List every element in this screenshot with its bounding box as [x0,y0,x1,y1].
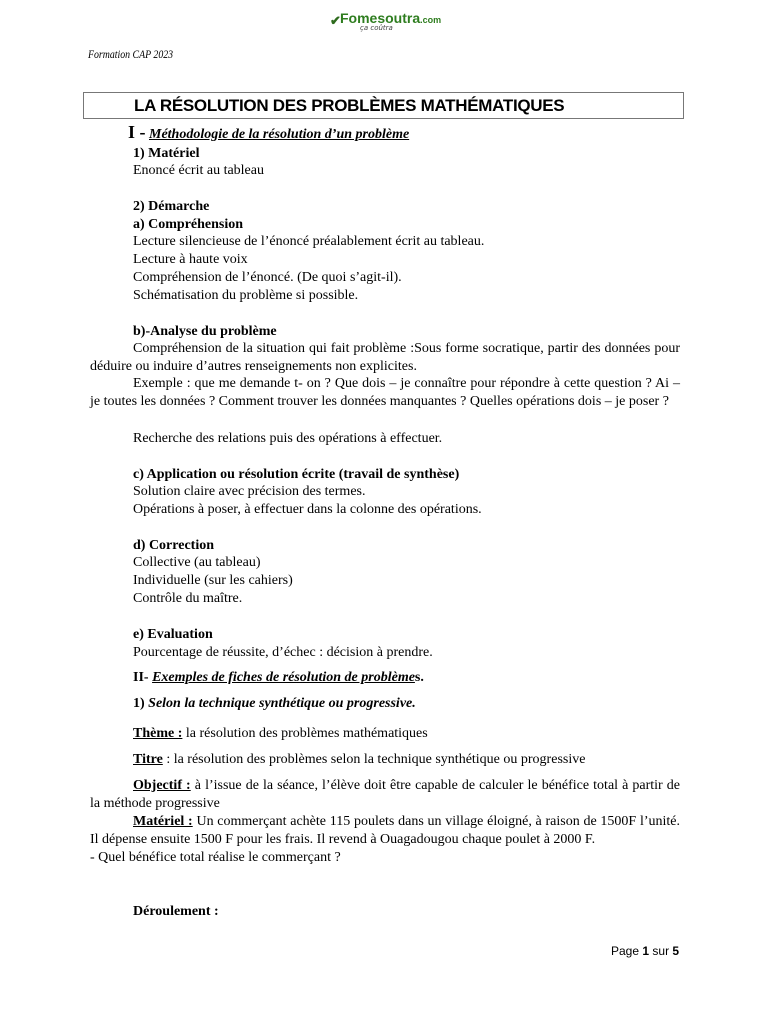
technique-heading: 1) Selon la technique synthétique ou progressive. [133,696,416,711]
demarche-heading: 2) Démarche [133,199,210,214]
materiel-text: Enoncé écrit au tableau [133,163,264,178]
document-title: LA RÉSOLUTION DES PROBLÈMES MATHÉMATIQUES [134,96,565,115]
evaluation-text: Pourcentage de réussite, d’échec : décision à prendre. [133,645,433,660]
logo-tagline: ça coûtra [360,24,393,32]
header-course: Formation CAP 2023 [88,47,174,61]
comprehension-line: Lecture à haute voix [133,252,248,267]
application-heading: c) Application ou résolution écrite (travail de synthèse) [133,467,460,482]
title-box [83,92,684,119]
question-line: - Quel bénéfice total réalise le commerçant ? [90,850,341,865]
section2-heading: II- Exemples de fiches de résolution de problèmes. [133,670,424,685]
correction-heading: d) Correction [133,538,214,553]
site-logo [330,10,440,36]
application-line: Opérations à poser, à effectuer dans la colonne des opérations. [133,502,482,517]
correction-line: Contrôle du maître. [133,591,243,606]
analyse-paragraph: Compréhension de la situation qui fait problème :Sous forme socratique, partir des données pour déduire ou induire d’autres renseignements non explicites. [90,341,680,374]
analyse-heading: b)-Analyse du problème [133,324,277,339]
comprehension-heading: a) Compréhension [133,217,244,232]
comprehension-line: Compréhension de l’énoncé. (De quoi s’agit-il). [133,270,402,285]
materiel-heading: 1) Matériel [133,146,200,161]
comprehension-line: Schématisation du problème si possible. [133,288,359,303]
theme-line: Thème : la résolution des problèmes mathématiques [133,726,428,741]
materiel-paragraph: Matériel : Un commerçant achète 115 poulets dans un village éloigné, à raison de 1500F l’unité. Il dépense ensuite 1500 F pour les frais. Il revend à Ouagadougou chaque poulet à 2000 F. [90,814,680,847]
correction-line: Collective (au tableau) [133,555,261,570]
objectif-paragraph: Objectif : à l’issue de la séance, l’élève doit être capable de calculer le bénéfice total à partir de la méthode progressive [90,778,681,811]
logo-icon: ✔ [330,13,341,28]
page-number: Page 1 sur 5 [611,944,680,958]
application-line: Solution claire avec précision des termes. [133,484,366,499]
evaluation-heading: e) Evaluation [133,627,213,642]
titre-line: Titre : la résolution des problèmes selon la technique synthétique ou progressive [133,752,586,767]
correction-line: Individuelle (sur les cahiers) [133,573,293,588]
logo-name: Fomesoutra.com [340,10,442,26]
section1-heading: I - Méthodologie de la résolution d’un problème [128,122,410,142]
deroulement-heading: Déroulement : [133,904,219,919]
analyse-line: Recherche des relations puis des opérations à effectuer. [133,431,443,446]
analyse-example: Exemple : que me demande t- on ? Que dois – je connaître pour répondre à cette question ? Ai – je toutes les données ? Comment trouver les données manquantes ? Quelles opérations dois – je poser ? [90,376,680,409]
comprehension-line: Lecture silencieuse de l’énoncé préalablement écrit au tableau. [133,234,485,249]
